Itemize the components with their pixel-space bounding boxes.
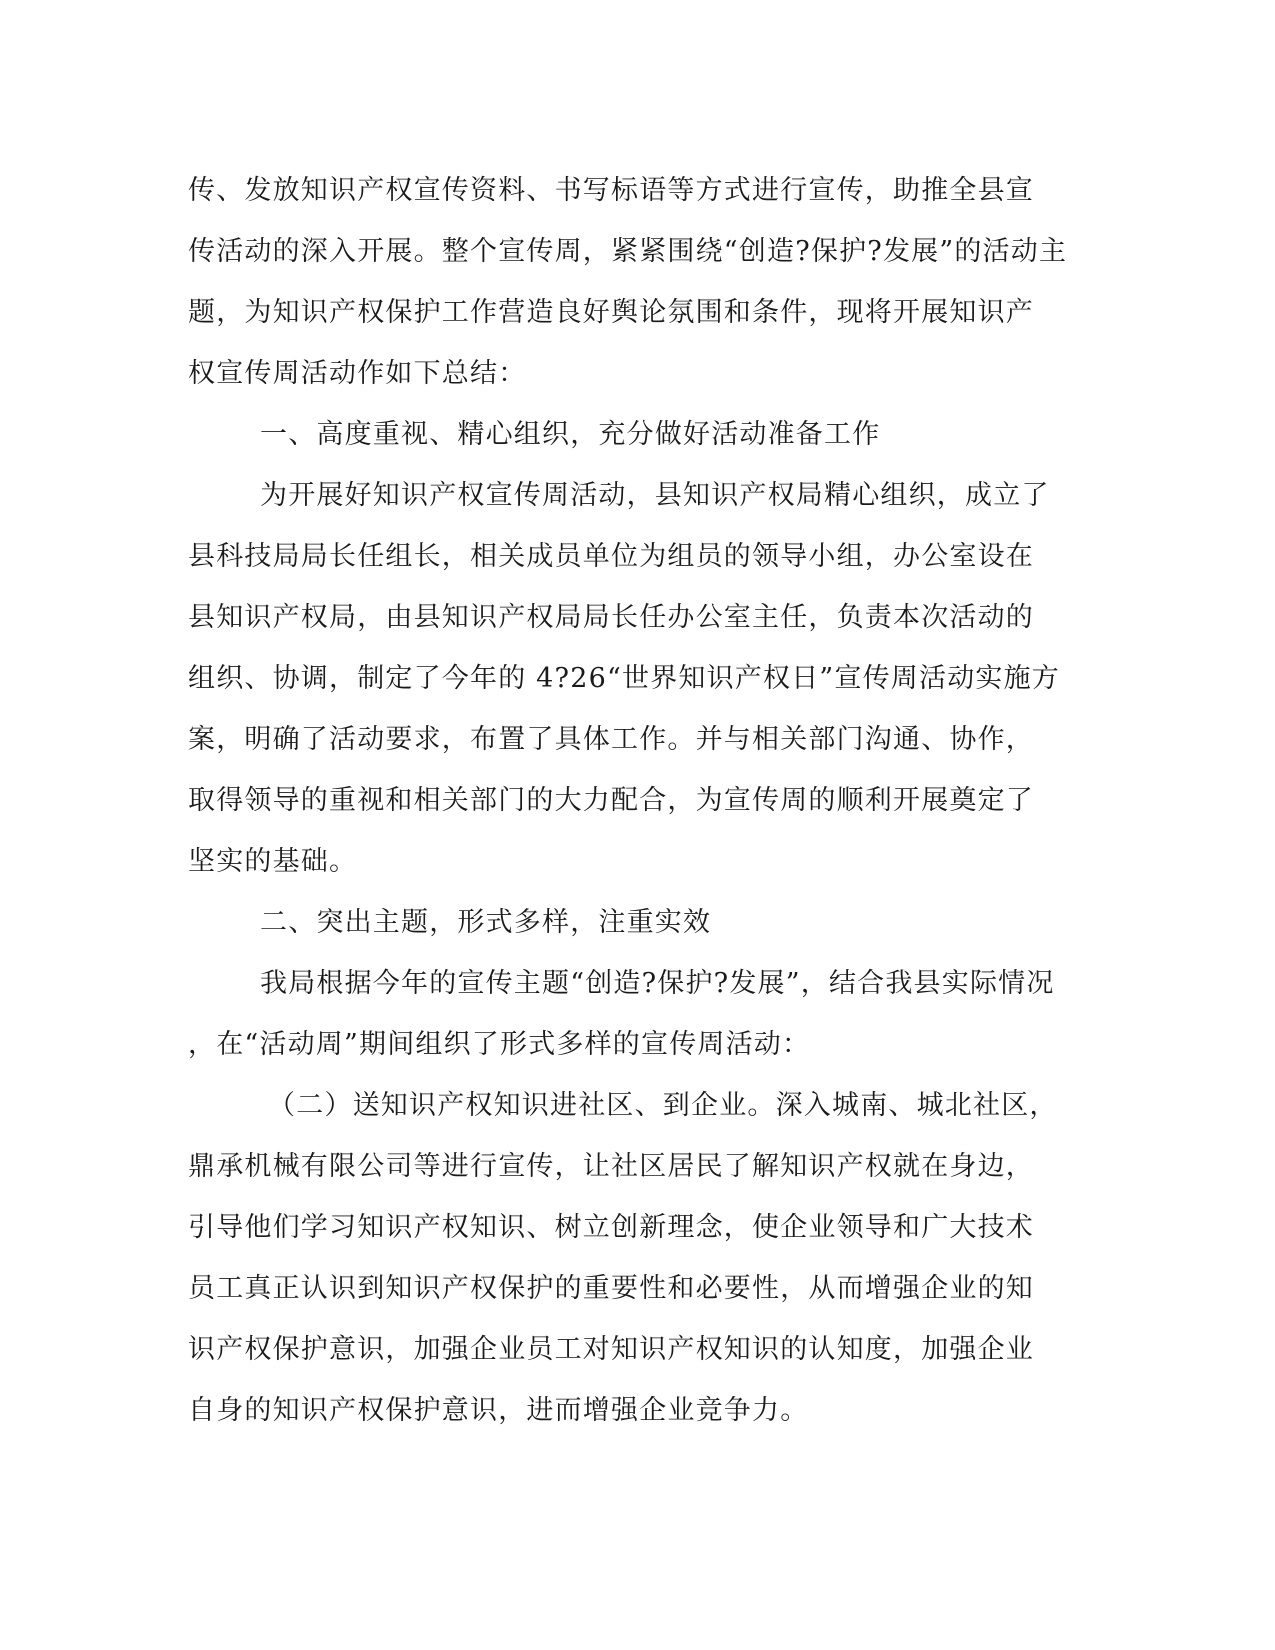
text-line: 题，为知识产权保护工作营造良好舆论氛围和条件，现将开展知识产: [188, 297, 1034, 328]
text-line: 取得领导的重视和相关部门的大力配合，为宣传周的顺利开展奠定了: [188, 785, 1034, 816]
text-line: 案，明确了活动要求，布置了具体工作。并与相关部门沟通、协作，: [188, 724, 1034, 755]
text-line: 县知识产权局，由县知识产权局局长任办公室主任，负责本次活动的: [188, 602, 1034, 633]
text-line: 员工真正认识到知识产权保护的重要性和必要性，从而增强企业的知: [188, 1273, 1034, 1304]
text-line: 自身的知识产权保护意识，进而增强企业竞争力。: [188, 1395, 809, 1426]
text-line: 坚实的基础。: [188, 846, 358, 877]
text-line: 传活动的深入开展。整个宣传周，紧紧围绕“创造?保护?发展”的活动主: [188, 236, 1068, 267]
text-line: 组织、协调，制定了今年的 4?26“世界知识产权日”宣传周活动实施方: [188, 663, 1060, 694]
text-line: 识产权保护意识，加强企业员工对知识产权知识的认知度，加强企业: [188, 1334, 1034, 1365]
subsection-line: （二）送知识产权知识进社区、到企业。深入城南、城北社区，: [268, 1090, 1058, 1121]
text-line: 引导他们学习知识产权知识、树立创新理念，使企业领导和广大技术: [188, 1212, 1034, 1243]
text-line: 权宣传周活动作如下总结：: [188, 358, 527, 389]
section-heading: 二、突出主题，形式多样，注重实效: [260, 907, 712, 938]
document-body: [188, 160, 1088, 1441]
text-line: 我局根据今年的宣传主题“创造?保护?发展”，结合我县实际情况: [260, 968, 1055, 999]
section-heading: 一、高度重视、精心组织，充分做好活动准备工作: [260, 419, 881, 450]
text-line: 为开展好知识产权宣传周活动，县知识产权局精心组织，成立了: [260, 480, 1050, 511]
text-line: 传、发放知识产权宣传资料、书写标语等方式进行宣传，助推全县宣: [188, 175, 1034, 206]
text-line: 鼎承机械有限公司等进行宣传，让社区居民了解知识产权就在身边，: [188, 1151, 1034, 1182]
text-line: ，在“活动周”期间组织了形式多样的宣传周活动：: [188, 1029, 811, 1060]
text-line: 县科技局局长任组长，相关成员单位为组员的领导小组，办公室设在: [188, 541, 1034, 572]
